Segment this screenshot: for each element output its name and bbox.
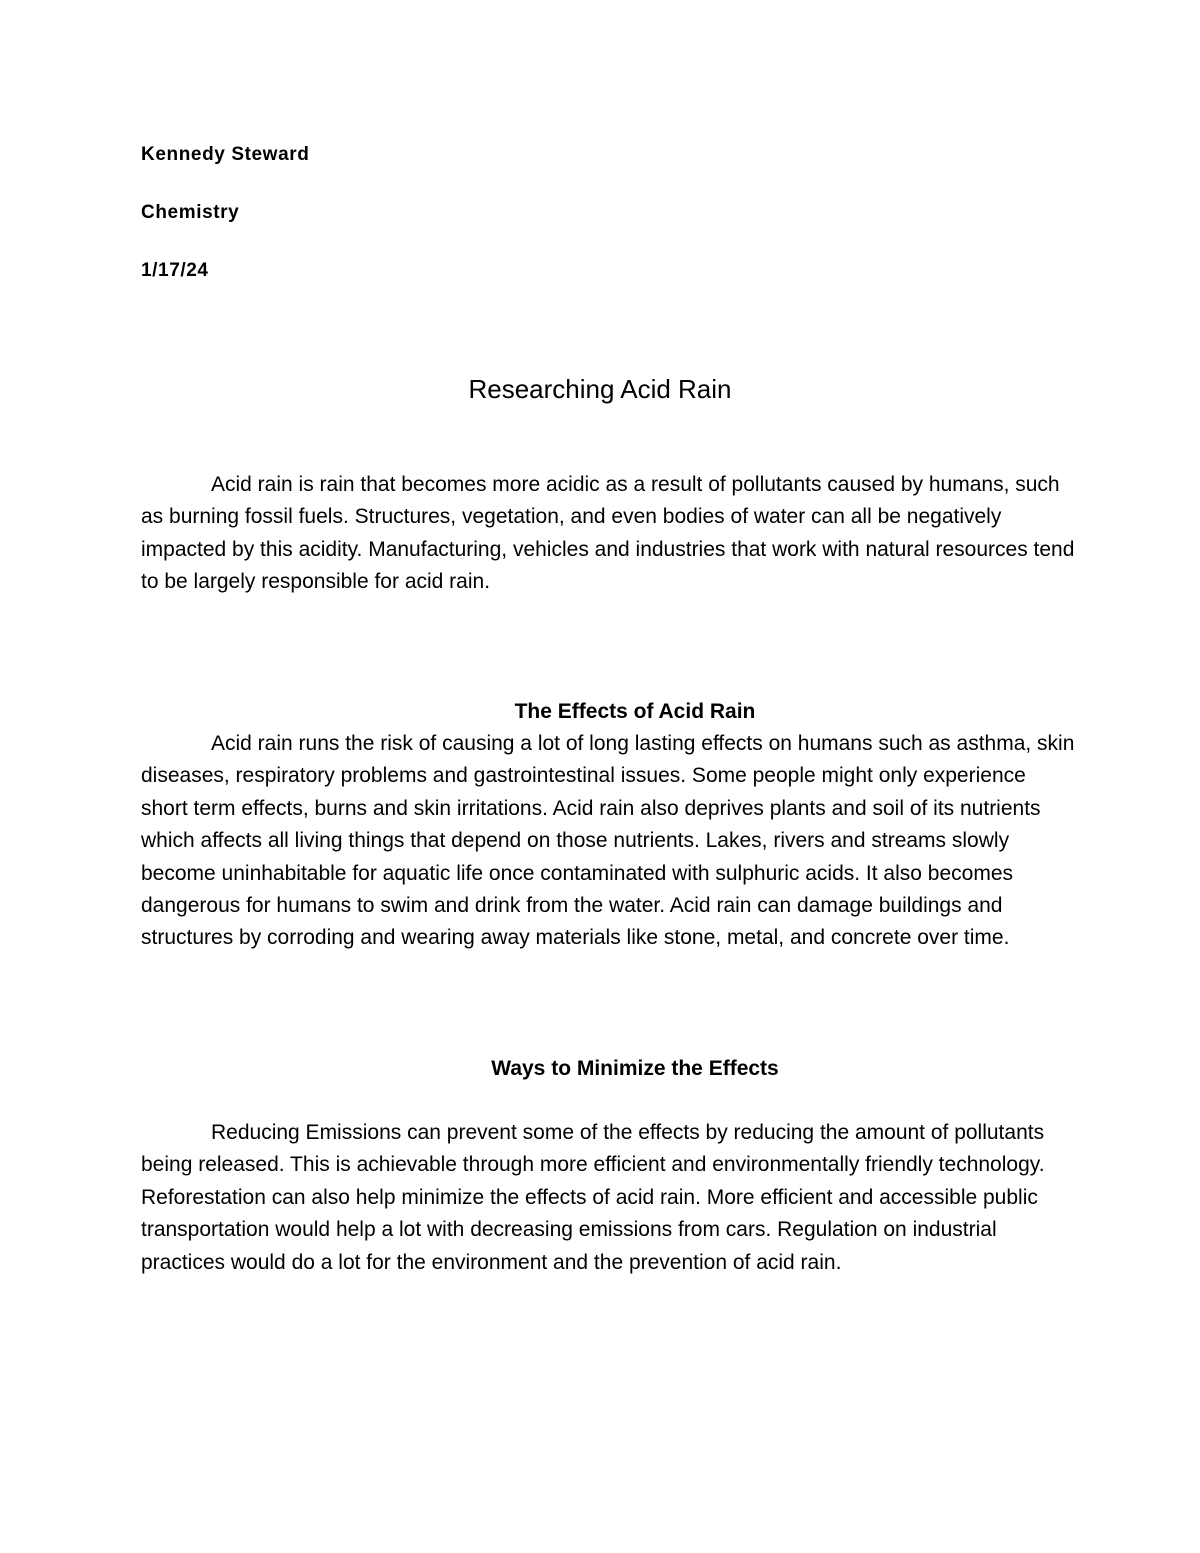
effects-heading: The Effects of Acid Rain <box>514 700 756 723</box>
minimize-paragraph: Reducing Emissions can prevent some of the effects by reducing the amount of pollutants being released. This is achievable through more efficient and environmentally friendly technology. Reforestation can also help minimize the effects of acid rain. More efficient and accessible public transportation would help a lot with decreasing emissions from cars. Regulation on industrial practices would do a lot for the environment and the prevention of acid rain. <box>141 1121 1045 1274</box>
effects-paragraph: Acid rain runs the risk of causing a lot of long lasting effects on humans such as asthma, skin diseases, respiratory problems and gastrointestinal issues. Some people might only experience short term effects, burns and skin irritations. Acid rain also deprives plants and soil of its nutrients which affects all living things that depend on those nutrients. Lakes, rivers and streams slowly become uninhabitable for aquatic life once contaminated with sulphuric acids. It also becomes dangerous for humans to swim and drink from the water. Acid rain can damage buildings and structures by corroding and wearing away materials like stone, metal, and concrete over time. <box>141 732 1075 950</box>
author-name: Kennedy Steward <box>141 144 310 165</box>
subject-line: Chemistry <box>141 202 240 223</box>
date-line: 1/17/24 <box>141 260 209 281</box>
minimize-heading: Ways to Minimize the Effects <box>491 1057 779 1080</box>
document-title: Researching Acid Rain <box>468 374 732 404</box>
intro-paragraph: Acid rain is rain that becomes more acidic as a result of pollutants caused by humans, such as burning fossil fuels. Structures, vegetation, and even bodies of water can all be negatively impacted by this acidity. Manufacturing, vehicles and industries that work with natural resources tend to be largely responsible for acid rain. <box>141 473 1075 594</box>
